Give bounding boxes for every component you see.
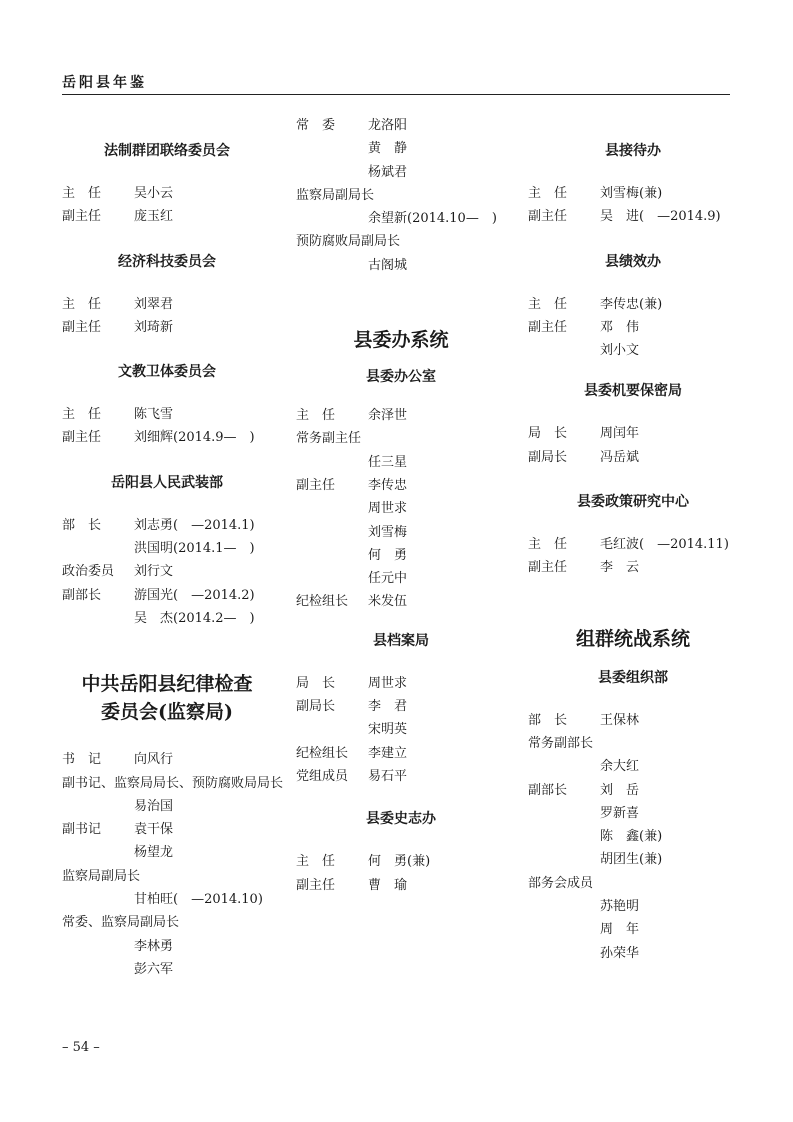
roster-row [296, 850, 506, 873]
roster-row [296, 672, 506, 695]
person-name: 陈飞雪 [134, 407, 174, 423]
position-title: 副主任 [62, 430, 102, 446]
person-name: 庞玉红 [134, 209, 174, 225]
person-name: 易石平 [368, 768, 408, 784]
person-name: 杨望龙 [134, 845, 174, 861]
position-title: 书 记 [62, 752, 102, 768]
position-title: 主 任 [528, 296, 568, 312]
position-title: 副书记、监察局局长、预防腐败局局长 [62, 775, 284, 791]
section-title: 县委组织部 [598, 669, 668, 686]
roster-row [296, 695, 506, 718]
roster [62, 514, 272, 630]
system-title: 县委办系统 [353, 329, 449, 352]
person-name: 龙洛阳 [368, 118, 408, 133]
position-title: 主 任 [296, 854, 336, 870]
roster-row [62, 426, 272, 449]
roster-row [528, 872, 738, 895]
roster-row [62, 607, 272, 630]
position-title: 党组成员 [296, 768, 349, 784]
roster-row [528, 533, 738, 556]
roster-row [296, 567, 506, 590]
person-name: 李传忠 [368, 477, 408, 493]
position-title: 主 任 [296, 408, 336, 424]
position-title: 部务会成员 [528, 875, 594, 891]
person-name: 李建立 [368, 745, 408, 761]
roster-row [528, 293, 738, 316]
person-name: 何 勇(兼) [368, 854, 431, 870]
section-title: 经济科技委员会 [118, 253, 216, 270]
roster-row [296, 254, 506, 277]
roster-row [62, 865, 272, 888]
roster-row [528, 848, 738, 871]
roster [296, 850, 506, 897]
roster-row [296, 742, 506, 765]
header-rule [62, 94, 730, 95]
roster-row [528, 316, 738, 339]
position-title: 常务副主任 [296, 431, 362, 447]
person-name: 邓 伟 [600, 319, 640, 335]
roster [62, 748, 284, 981]
position-title: 主 任 [528, 537, 568, 553]
roster-row [528, 918, 738, 941]
person-name: 李 君 [368, 699, 408, 715]
roster-row [296, 161, 506, 184]
roster [528, 182, 738, 229]
roster-row [296, 718, 506, 741]
roster-row [62, 772, 284, 795]
roster-row [528, 182, 738, 205]
person-name: 刘翠君 [134, 296, 174, 312]
section-title: 县委政策研究中心 [577, 494, 689, 511]
position-title: 纪检组长 [296, 594, 349, 610]
position-title: 纪检组长 [296, 745, 349, 761]
system-title: 组群统战系统 [575, 627, 690, 650]
position-title: 副主任 [62, 209, 102, 225]
position-title: 政治委员 [62, 564, 115, 580]
roster [528, 709, 738, 965]
roster-row [528, 825, 738, 848]
section-title: 法制群团联络委员会 [104, 143, 230, 159]
roster-row [62, 316, 272, 339]
section-title-large: 委员会(监察局) [101, 701, 233, 724]
section-title-large: 中共岳阳县纪律检查 [81, 673, 253, 696]
roster-row [62, 748, 272, 771]
roster-row [528, 339, 738, 362]
roster-row [296, 137, 506, 160]
roster-row [62, 795, 272, 818]
roster [528, 293, 738, 363]
section-title: 县接待办 [605, 143, 661, 159]
roster-row [528, 422, 738, 445]
person-name: 王保林 [600, 712, 640, 728]
person-name: 周闰年 [600, 426, 640, 442]
person-name: 刘琦新 [134, 319, 174, 335]
person-name: 甘柏旺( —2014.10) [134, 892, 263, 908]
section-title: 县档案局 [373, 632, 429, 649]
roster-row [62, 911, 272, 934]
person-name: 李林勇 [134, 938, 174, 954]
position-title: 局 长 [296, 675, 336, 691]
roster [528, 422, 738, 469]
roster-row [296, 451, 506, 474]
position-title: 监察局副局长 [296, 187, 375, 203]
roster-row [528, 732, 738, 755]
person-name: 周世求 [368, 501, 408, 517]
column-right [528, 112, 738, 965]
roster-row [528, 709, 738, 732]
position-title: 常 委 [296, 118, 336, 133]
section-title: 文教卫体委员会 [118, 364, 216, 381]
column-middle [296, 112, 506, 897]
position-title: 部 长 [62, 517, 102, 533]
roster-row [62, 584, 272, 607]
section-title: 县委办公室 [366, 369, 436, 386]
person-name: 易治国 [134, 798, 174, 814]
position-title: 副主任 [528, 560, 568, 576]
position-title: 副局长 [296, 699, 336, 715]
person-name: 刘雪梅(兼) [600, 186, 663, 201]
roster-row [528, 205, 738, 228]
position-title: 主 任 [62, 296, 102, 312]
person-name: 毛红波( —2014.11) [600, 537, 729, 553]
roster [296, 404, 506, 614]
roster-row [296, 497, 506, 520]
page-number: – 54 – [62, 1040, 100, 1055]
person-name: 任三星 [368, 454, 408, 470]
person-name: 罗新喜 [600, 805, 640, 821]
roster-row [62, 958, 272, 981]
roster-row [296, 427, 506, 450]
roster-row [296, 207, 506, 230]
roster-row [62, 293, 272, 316]
person-name: 杨斌君 [368, 164, 408, 180]
roster-row [62, 205, 272, 228]
person-name: 余望新(2014.10— ) [368, 211, 497, 227]
position-title: 副主任 [528, 209, 568, 225]
person-name: 米发伍 [368, 594, 408, 610]
person-name: 曹 瑜 [368, 877, 408, 893]
person-name: 冯岳斌 [600, 449, 640, 465]
position-title: 主 任 [528, 186, 568, 201]
roster-row [62, 888, 272, 911]
position-title: 副主任 [528, 319, 568, 335]
person-name: 刘 岳 [600, 782, 640, 798]
person-name: 吴 杰(2014.2— ) [134, 610, 255, 626]
section-title: 县委机要保密局 [584, 383, 682, 400]
roster-row [62, 537, 272, 560]
roster [62, 293, 272, 340]
position-title: 副主任 [62, 319, 102, 335]
roster-row [296, 590, 506, 613]
roster-row [62, 182, 272, 205]
person-name: 李 云 [600, 560, 640, 576]
section-title: 县绩效办 [605, 253, 661, 270]
position-title: 预防腐败局副局长 [296, 234, 401, 250]
position-title: 副部长 [62, 587, 102, 603]
person-name: 游国光( —2014.2) [134, 587, 255, 603]
section-title: 县委史志办 [366, 811, 436, 828]
person-name: 彭六军 [134, 961, 174, 977]
roster-row [62, 560, 272, 583]
person-name: 孙荣华 [600, 945, 640, 961]
roster-row [528, 446, 738, 469]
roster [62, 403, 272, 450]
position-title: 监察局副局长 [62, 868, 141, 884]
roster-row [62, 841, 272, 864]
position-title: 常委、监察局副局长 [62, 915, 180, 931]
roster-row [62, 818, 272, 841]
person-name: 宋明英 [368, 722, 408, 738]
roster-row [296, 404, 506, 427]
person-name: 余泽世 [368, 408, 408, 424]
position-title: 主 任 [62, 186, 102, 201]
person-name: 古阁城 [368, 257, 408, 273]
roster-row [296, 521, 506, 544]
roster-row [528, 895, 738, 918]
person-name: 刘细辉(2014.9— ) [134, 430, 255, 446]
person-name: 刘志勇( —2014.1) [134, 517, 255, 533]
position-title: 局 长 [528, 426, 568, 442]
person-name: 刘行文 [134, 564, 174, 580]
person-name: 何 勇 [368, 547, 408, 563]
running-header: 岳阳县年鉴 [62, 75, 147, 91]
person-name: 袁干保 [134, 822, 174, 838]
roster [528, 533, 738, 580]
roster-row [62, 403, 272, 426]
person-name: 刘雪梅 [368, 524, 408, 540]
person-name: 吴小云 [134, 186, 174, 201]
roster-row [296, 874, 506, 897]
person-name: 余大红 [600, 759, 640, 775]
roster-row [296, 114, 506, 137]
position-title: 副局长 [528, 449, 568, 465]
roster-row [62, 514, 272, 537]
person-name: 吴 进( —2014.9) [600, 209, 721, 225]
position-title: 副主任 [296, 877, 336, 893]
position-title: 副部长 [528, 782, 568, 798]
roster-row [528, 942, 738, 965]
person-name: 胡团生(兼) [600, 852, 663, 868]
roster-row [296, 474, 506, 497]
roster [62, 182, 272, 229]
roster-row [296, 230, 506, 253]
section-title: 岳阳县人民武装部 [111, 474, 223, 491]
roster-row [528, 755, 738, 778]
roster-row [528, 802, 738, 825]
roster-row [296, 765, 506, 788]
position-title: 常务副部长 [528, 735, 594, 751]
column-left [62, 112, 284, 981]
position-title: 副书记 [62, 822, 102, 838]
position-title: 部 长 [528, 712, 568, 728]
person-name: 陈 鑫(兼) [600, 829, 663, 845]
position-title: 副主任 [296, 477, 336, 493]
position-title: 主 任 [62, 407, 102, 423]
person-name: 刘小文 [600, 343, 640, 359]
roster-row [62, 935, 272, 958]
roster-row [528, 779, 738, 802]
person-name: 任元中 [368, 571, 408, 587]
person-name: 周世求 [368, 675, 408, 691]
person-name: 苏艳明 [600, 899, 640, 915]
roster-row [296, 544, 506, 567]
roster-row [296, 184, 506, 207]
roster [296, 114, 506, 277]
roster-row [528, 556, 738, 579]
person-name: 黄 静 [368, 141, 408, 157]
person-name: 李传忠(兼) [600, 296, 663, 312]
person-name: 向风行 [134, 752, 174, 768]
person-name: 洪国明(2014.1— ) [134, 541, 255, 557]
person-name: 周 年 [600, 922, 640, 938]
roster [296, 672, 506, 788]
